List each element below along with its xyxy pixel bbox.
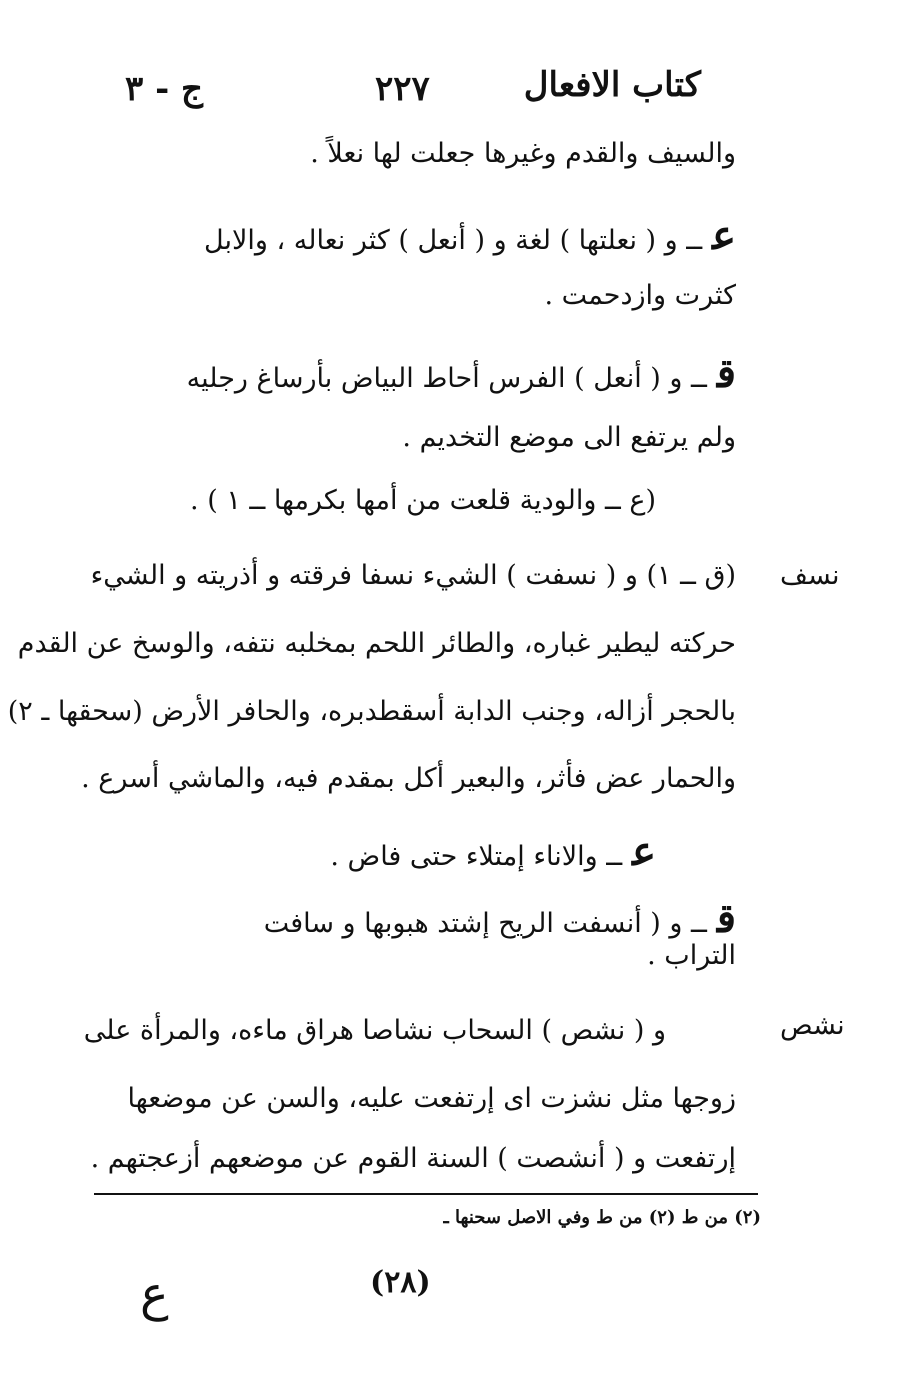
book-title: كتاب الافعال bbox=[523, 65, 701, 105]
line-text: ولم يرتفع الى موضع التخديم . bbox=[402, 422, 736, 453]
text-line bbox=[96, 895, 736, 943]
text-line bbox=[96, 485, 656, 517]
text-line bbox=[81, 763, 736, 795]
line-text: زوجها مثل نشزت اى إرتفعت عليه، والسن عن موضعها bbox=[127, 1083, 736, 1114]
line-text: والسيف والقدم وغيرها جعلت لها نعلاً . bbox=[310, 138, 736, 169]
line-text: التراب . bbox=[647, 940, 736, 971]
text-line bbox=[96, 1083, 736, 1115]
text-line bbox=[96, 350, 736, 398]
line-text: والحمار عض فأثر، والبعير أكل بمقدم فيه، والماشي أسرع . bbox=[81, 763, 736, 794]
line-text: (ق ــ ١) و ( نسفت ) الشيء نسفا فرقته و أذريته و الشيء bbox=[90, 560, 736, 591]
line-text: ــ و ( نعلتها ) لغة و ( أنعل ) كثر نعاله ، والابل bbox=[204, 225, 703, 256]
volume-label: ج - ٣ bbox=[125, 69, 203, 109]
text-line bbox=[166, 138, 736, 170]
text-line bbox=[83, 1015, 666, 1047]
text-line bbox=[136, 940, 736, 972]
page-number: ٢٢٧ bbox=[375, 69, 430, 109]
line-text: كثرت وازدحمت . bbox=[544, 280, 736, 311]
text-line bbox=[7, 696, 736, 728]
text-line bbox=[90, 1143, 736, 1175]
line-text: ــ والاناء إمتلاء حتى فاض . bbox=[330, 841, 623, 872]
line-marker: ق bbox=[716, 350, 736, 397]
text-line bbox=[96, 212, 736, 260]
text-line bbox=[17, 628, 736, 660]
margin-entry-nashas: نشص bbox=[780, 1010, 845, 1041]
line-marker: ع bbox=[712, 212, 736, 259]
line-text: ــ و ( أنسفت الريح إشتد هبوبها و سافت bbox=[263, 908, 707, 939]
line-text: ــ و ( أنعل ) الفرس أحاط البياض بأرساغ رجليه bbox=[186, 363, 707, 394]
page-label: (٢٨) bbox=[370, 1265, 431, 1300]
footnote: (٢) من ط (٢) من ط وفي الاصل سحنها ـ bbox=[443, 1207, 761, 1228]
line-text: حركته ليطير غباره، والطائر اللحم بمخلبه نتفه، والوسخ عن القدم bbox=[17, 628, 736, 659]
line-marker: ع bbox=[632, 828, 656, 875]
margin-entry-nasf: نسف bbox=[780, 560, 840, 591]
line-marker: ق bbox=[716, 895, 736, 942]
line-text: و ( نشص ) السحاب نشاصا هراق ماءه، والمرأة على bbox=[83, 1015, 666, 1046]
line-text: (ع ــ والودية قلعت من أمها بكرمها ــ ١ ) . bbox=[190, 485, 656, 516]
footnote-divider bbox=[94, 1193, 758, 1195]
signature-mark: ع bbox=[140, 1266, 169, 1322]
text-line bbox=[90, 560, 736, 592]
text-line bbox=[136, 280, 736, 312]
line-text: إرتفعت و ( أنشصت ) السنة القوم عن موضعهم أزعجتهم . bbox=[90, 1143, 736, 1174]
text-line bbox=[96, 828, 656, 876]
text-line bbox=[136, 422, 736, 454]
line-text: بالحجر أزاله، وجنب الدابة أسقطدبره، والحافر الأرض (سحقها ـ ٢) bbox=[7, 696, 736, 727]
